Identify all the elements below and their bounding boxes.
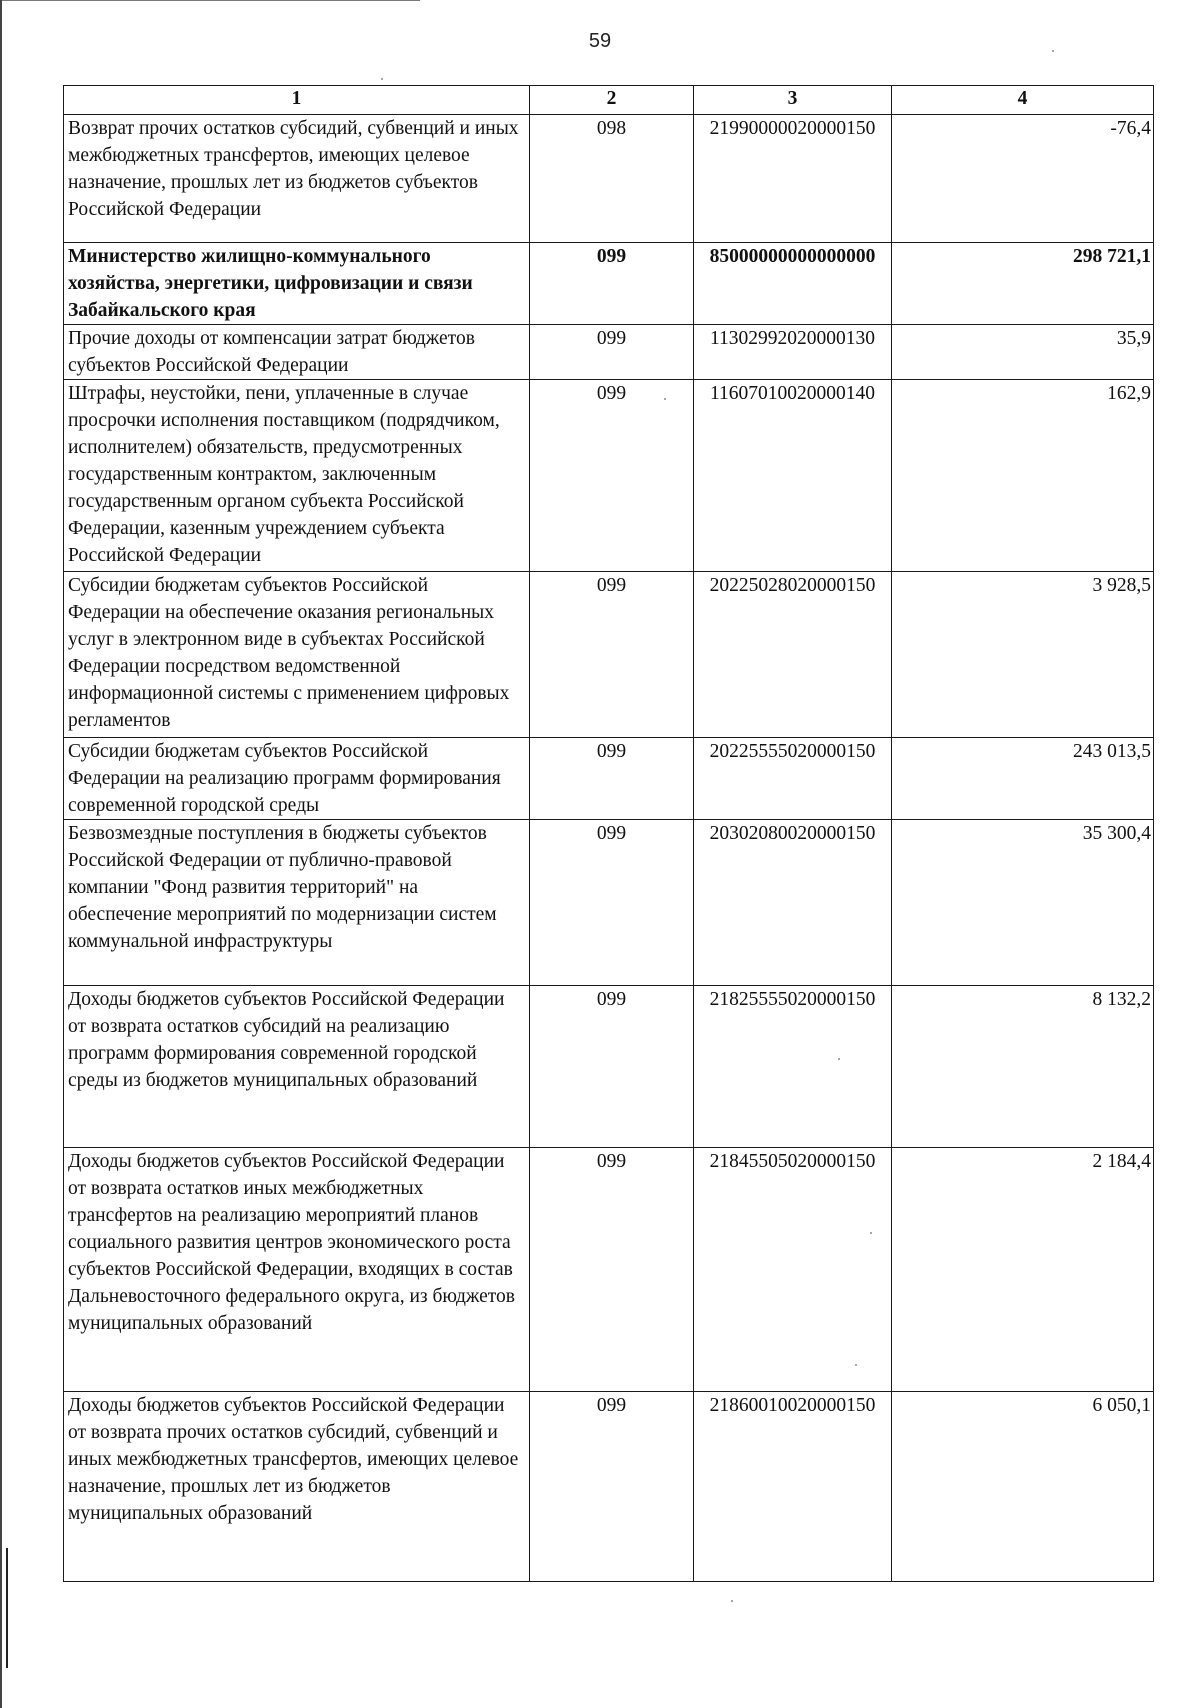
- row-name: Прочие доходы от компенсации затрат бюджетов субъектов Российской Федерации: [64, 325, 530, 380]
- page-number: 59: [588, 30, 612, 52]
- row-amount: 298 721,1: [892, 243, 1154, 325]
- table-row: [64, 115, 1154, 243]
- row-admin-code: 099: [530, 380, 694, 572]
- row-amount: 162,9: [892, 380, 1154, 572]
- header-col-3: 3: [694, 86, 892, 115]
- row-amount: 35,9: [892, 325, 1154, 380]
- table-row: [64, 325, 1154, 380]
- row-admin-code: 099: [530, 820, 694, 986]
- table-row: [64, 986, 1154, 1148]
- row-name: Субсидии бюджетам субъектов Российской Федерации на реализацию программ формирования современной городской среды: [64, 738, 530, 820]
- scan-edge-left: [0, 0, 2, 1708]
- row-amount: 35 300,4: [892, 820, 1154, 986]
- row-admin-code: 099: [530, 986, 694, 1148]
- row-budget-code: 11607010020000140: [694, 380, 892, 572]
- row-amount: 3 928,5: [892, 572, 1154, 738]
- table-row: [64, 738, 1154, 820]
- scan-speck: [855, 1364, 857, 1366]
- scan-edge-top: [0, 0, 420, 1]
- scan-edge-left-lower: [6, 1548, 8, 1668]
- row-admin-code: 099: [530, 1148, 694, 1392]
- header-col-4: 4: [892, 86, 1154, 115]
- table-row: [64, 1392, 1154, 1582]
- table-row: [64, 572, 1154, 738]
- row-name: Министерство жилищно-коммунального хозяйства, энергетики, цифровизации и связи Забайкальского края: [64, 243, 530, 325]
- row-budget-code: 21845505020000150: [694, 1148, 892, 1392]
- row-admin-code: 099: [530, 1392, 694, 1582]
- scan-speck: [664, 398, 666, 400]
- row-name: Безвозмездные поступления в бюджеты субъектов Российской Федерации от публично-правовой компании "Фонд развития территорий" на обеспечение мероприятий по модернизации систем коммунальной инфраструктуры: [64, 820, 530, 986]
- row-name: Доходы бюджетов субъектов Российской Федерации от возврата прочих остатков субсидий, субвенций и иных межбюджетных трансфертов, имеющих целевое назначение, прошлых лет из бюджетов муниципальных образований: [64, 1392, 530, 1582]
- scan-speck: [381, 78, 383, 80]
- row-name: Субсидии бюджетам субъектов Российской Федерации на обеспечение оказания региональных услуг в электронном виде в субъектах Российской Федерации посредством ведомственной информационной системы с применением цифровых регламентов: [64, 572, 530, 738]
- table-row: [64, 380, 1154, 572]
- table-row: [64, 243, 1154, 325]
- header-col-2: 2: [530, 86, 694, 115]
- row-budget-code: 85000000000000000: [694, 243, 892, 325]
- row-budget-code: 21990000020000150: [694, 115, 892, 243]
- table-row: [64, 1148, 1154, 1392]
- row-name: Возврат прочих остатков субсидий, субвенций и иных межбюджетных трансфертов, имеющих целевое назначение, прошлых лет из бюджетов субъектов Российской Федерации: [64, 115, 530, 243]
- row-budget-code: 21825555020000150: [694, 986, 892, 1148]
- row-amount: 2 184,4: [892, 1148, 1154, 1392]
- table-row: [64, 820, 1154, 986]
- row-amount: -76,4: [892, 115, 1154, 243]
- row-budget-code: 20225555020000150: [694, 738, 892, 820]
- row-admin-code: 099: [530, 325, 694, 380]
- row-name: Штрафы, неустойки, пени, уплаченные в случае просрочки исполнения поставщиком (подрядчиком, исполнителем) обязательств, предусмотренных государственным контрактом, заключенным государственным органом субъекта Российской Федерации, казенным учреждением субъекта Российской Федерации: [64, 380, 530, 572]
- row-budget-code: 20302080020000150: [694, 820, 892, 986]
- row-amount: 243 013,5: [892, 738, 1154, 820]
- scan-speck: [731, 1600, 733, 1602]
- scan-speck: [870, 1232, 872, 1234]
- header-col-1: 1: [64, 86, 530, 115]
- row-budget-code: 20225028020000150: [694, 572, 892, 738]
- row-admin-code: 099: [530, 738, 694, 820]
- scan-speck: [838, 1058, 840, 1060]
- row-admin-code: 098: [530, 115, 694, 243]
- budget-revenue-table: [63, 85, 1154, 1582]
- row-budget-code: 21860010020000150: [694, 1392, 892, 1582]
- table-header-row: [64, 86, 1154, 115]
- row-amount: 6 050,1: [892, 1392, 1154, 1582]
- row-budget-code: 11302992020000130: [694, 325, 892, 380]
- row-name: Доходы бюджетов субъектов Российской Федерации от возврата остатков иных межбюджетных трансфертов на реализацию мероприятий планов социального развития центров экономического роста субъектов Российской Федерации, входящих в состав Дальневосточного федерального округа, из бюджетов муниципальных образований: [64, 1148, 530, 1392]
- row-amount: 8 132,2: [892, 986, 1154, 1148]
- row-admin-code: 099: [530, 572, 694, 738]
- scan-speck: [1052, 50, 1054, 52]
- row-name: Доходы бюджетов субъектов Российской Федерации от возврата остатков субсидий на реализацию программ формирования современной городской среды из бюджетов муниципальных образований: [64, 986, 530, 1148]
- row-admin-code: 099: [530, 243, 694, 325]
